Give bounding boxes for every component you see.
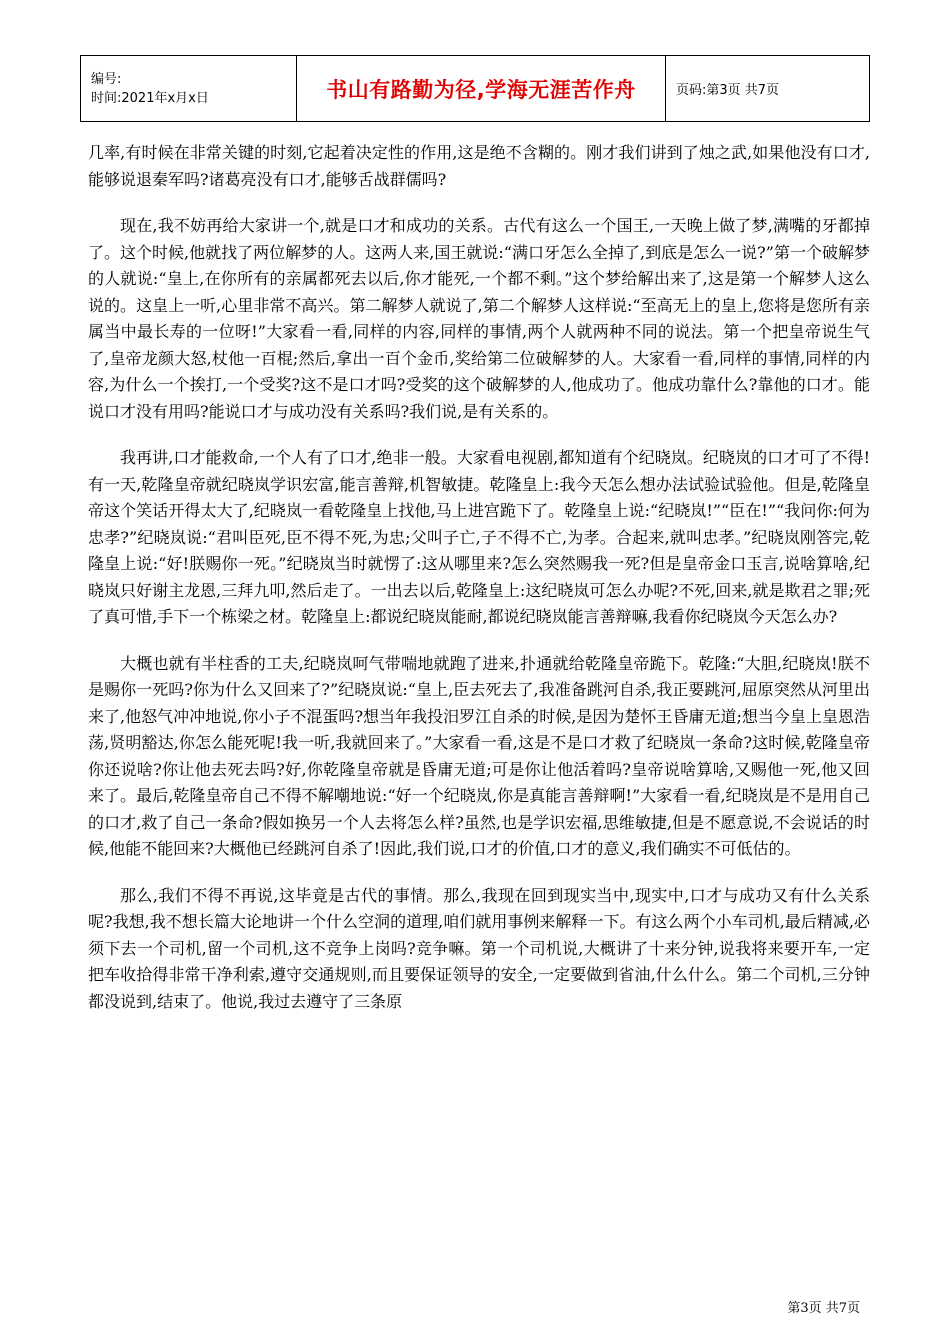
document-time-label: 时间:2021年x月x日 [91, 90, 209, 106]
footer-page-number: 第3页 共7页 [787, 1301, 860, 1316]
header-motto: 书山有路勤为径,学海无涯苦作舟 [297, 56, 666, 122]
document-body [88, 140, 870, 1015]
body-paragraph-1: 几率,有时候在非常关键的时刻,它起着决定性的作用,这是绝不含糊的。刚才我们讲到了烛之武,如果他没有口才,能够说退秦军吗?诸葛亮没有口才,能够舌战群儒吗? [88, 143, 870, 189]
header-page-code: 页码:第3页 共7页 [666, 56, 870, 122]
body-paragraph-4: 大概也就有半柱香的工夫,纪晓岚呵气带喘地就跑了进来,扑通就给乾隆皇帝跪下。乾隆:“大胆,纪晓岚!朕不是赐你一死吗?你为什么又回来了?”纪晓岚说:“皇上,臣去死去了,我准备跳河自杀,我正要跳河,屈原突然从河里出来了,他怒气冲冲地说,你小子不混蛋吗?想当年我投汨罗江自杀的时候,是因为楚怀王昏庸无道;想当今皇上皇恩浩荡,贤明豁达,你怎么能死呢!我一听,我就回来了。”大家看一看,这是不是口才救了纪晓岚一条命?这时候,乾隆皇帝你还说啥?你让他去死去吗?好,你乾隆皇帝就是昏庸无道;可是你让他活着吗?皇帝说啥算啥,又赐他一死,他又回来了。最后,乾隆皇帝自己不得不解嘲地说:“好一个纪晓岚,你是真能言善辩啊!”大家看一看,纪晓岚是不是用自己的口才,救了自己一条命?假如换另一个人去将怎么样?虽然,也是学识宏福,思维敏捷,但是不愿意说,不会说话的时候,他能不能回来?大概他已经跳河自杀了!因此,我们说,口才的价值,口才的意义,我们确实不可低估的。 [88, 653, 870, 858]
body-paragraph-3: 我再讲,口才能救命,一个人有了口才,绝非一般。大家看电视剧,都知道有个纪晓岚。纪晓岚的口才可了不得!有一天,乾隆皇帝就纪晓岚学识宏富,能言善辩,机智敏捷。乾隆皇上:我今天怎么想办法试验试验他。但是,乾隆皇帝这个笑话开得太大了,纪晓岚一看乾隆皇上找他,马上进宫跪下了。乾隆皇上说:“纪晓岚!”“臣在!”“我问你:何为忠孝?”纪晓岚说:“君叫臣死,臣不得不死,为忠;父叫子亡,子不得不亡,为孝。合起来,就叫忠孝。”纪晓岚刚答完,乾隆皇上说:“好!朕赐你一死。”纪晓岚当时就愣了:这从哪里来?怎么突然赐我一死?但是皇帝金口玉言,说啥算啥,纪晓岚只好谢主龙恩,三拜九叩,然后走了。一出去以后,乾隆皇上:这纪晓岚可怎么办呢?不死,回来,就是欺君之罪;死了真可惜,手下一个栋梁之材。乾隆皇上:都说纪晓岚能耐,都说纪晓岚能言善辩嘛,我看你纪晓岚今天怎么办? [88, 448, 870, 626]
header-meta-cell [81, 56, 297, 122]
body-paragraph-2: 现在,我不妨再给大家讲一个,就是口才和成功的关系。古代有这么一个国王,一天晚上做了梦,满嘴的牙都掉了。这个时候,他就找了两位解梦的人。这两人来,国王就说:“满口牙怎么全掉了,到底是怎么一说?”第一个破解梦的人就说:“皇上,在你所有的亲属都死去以后,你才能死,一个都不剩。”这个梦给解出来了,这是第一个解梦人这么说的。这皇上一听,心里非常不高兴。第二解梦人就说了,第二个解梦人这样说:“至高无上的皇上,您将是您所有亲属当中最长寿的一位呀!”大家看一看,同样的内容,同样的事情,两个人就两种不同的说法。第一个把皇帝说生气了,皇帝龙颜大怒,杖他一百棍;然后,拿出一百个金币,奖给第二位破解梦的人。大家看一看,同样的事情,同样的内容,为什么一个挨打,一个受奖?这不是口才吗?受奖的这个破解梦的人,他成功了。他成功靠什么?靠他的口才。能说口才没有用吗?能说口才与成功没有关系吗?我们说,是有关系的。 [88, 216, 870, 421]
header-table [80, 55, 870, 122]
document-number-label: 编号: [91, 71, 122, 87]
body-paragraph-5: 那么,我们不得不再说,这毕竟是古代的事情。那么,我现在回到现实当中,现实中,口才与成功又有什么关系呢?我想,我不想长篇大论地讲一个什么空洞的道理,咱们就用事例来解释一下。有这么两个小车司机,最后精减,必须下去一个司机,留一个司机,这不竞争上岗吗?竞争嘛。第一个司机说,大概讲了十来分钟,说我将来要开车,一定把车收拾得非常干净利索,遵守交通规则,而且要保证领导的安全,一定要做到省油,什么什么。第二个司机,三分钟都没说到,结束了。他说,我过去遵守了三条原 [88, 885, 870, 1011]
